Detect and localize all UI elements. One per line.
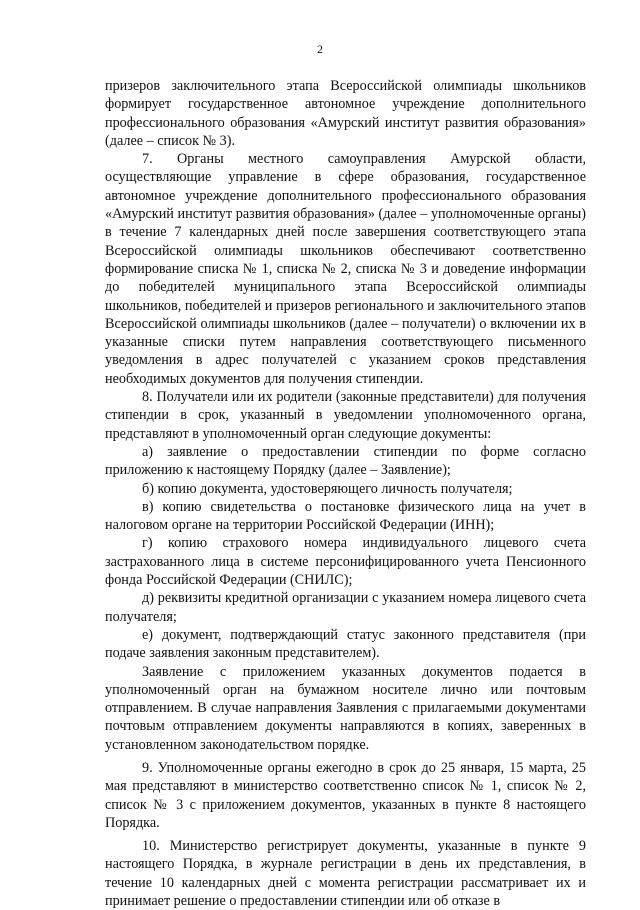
paragraph-item-9: 9. Уполномоченные органы ежегодно в срок до 25 января, 15 марта, 25 мая представляют в министерство соответственно список № 1, список № 2, список № 3 с приложением документов, указанных в пункте 8 настоящего Порядка. [105, 759, 586, 831]
page-number: 2 [317, 42, 323, 56]
paragraph-item-8b: б) копию документа, удостоверяющего личность получателя; [142, 480, 513, 497]
paragraph-item-8g: г) копию страхового номера индивидуального лицевого счета застрахованного лица в системе персонифицированного учета Пенсионного фонда Российской Федерации (СНИЛС); [105, 535, 586, 589]
paragraph-item-10: 10. Министерство регистрирует документы, указанные в пункте 9 настоящего Порядка, в журнале регистрации в день их представления, в течение 10 календарных дней с момента регистрации рассматривает их и принимает решение о предоставлении стипендии или об отказе в [105, 838, 586, 910]
paragraph-item-8a: а) заявление о предоставлении стипендии по форме согласно приложению к настоящему Порядку (далее – Заявление); [105, 443, 586, 479]
paragraph-item-8d: д) реквизиты кредитной организации с указанием номера лицевого счета получателя; [105, 590, 586, 625]
paragraph-list3-continuation: призеров заключительного этапа Всероссийской олимпиады школьников формирует государственное автономное учреждение дополнительного профессионального образования «Амурский институт развития образования» (далее – список № 3). [105, 78, 586, 149]
paragraph-submission: Заявление с приложением указанных документов подается в уполномоченный орган на бумажном носителе лично или почтовым отправлением. В случае направления Заявления с прилагаемыми документами почтовым отправлением документы направляются в копиях, заверенных в установленном законодательством порядке. [105, 663, 586, 753]
paragraph-item-7: 7. Органы местного самоуправления Амурской области, осуществляющие управление в сфере образования, государственное автономное учреждение дополнительного профессионального образования «Амурский институт развития образования» (далее – уполномоченные органы) в течение 7 календарных дней после завершения соответствующего этапа Всероссийской олимпиады школьников обеспечивают соответственно формирование списка № 1, списка № 2, списка № 3 и доведение информации до победителей муниципального этапа Всероссийской олимпиады школьников, победителей и призеров регионального и заключительного этапов Всероссийской олимпиады школьников (далее – получатели) о включении их в указанные списки путем направления соответствующего письменного уведомления в адрес получателей с указанием сроков представления необходимых документов для получения стипендии. [105, 151, 586, 387]
paragraph-item-8: 8. Получатели или их родители (законные представители) для получения стипендии в срок, указанный в уведомлении уполномоченного органа, представляют в уполномоченный орган следующие документы: [105, 389, 586, 442]
document-body [105, 77, 586, 910]
paragraph-item-8e: е) документ, подтверждающий статус законного представителя (при подаче заявления законным представителем). [105, 626, 586, 662]
paragraph-item-8v: в) копию свидетельства о постановке физического лица на учет в налоговом органе на территории Российской Федерации (ИНН); [105, 498, 586, 534]
